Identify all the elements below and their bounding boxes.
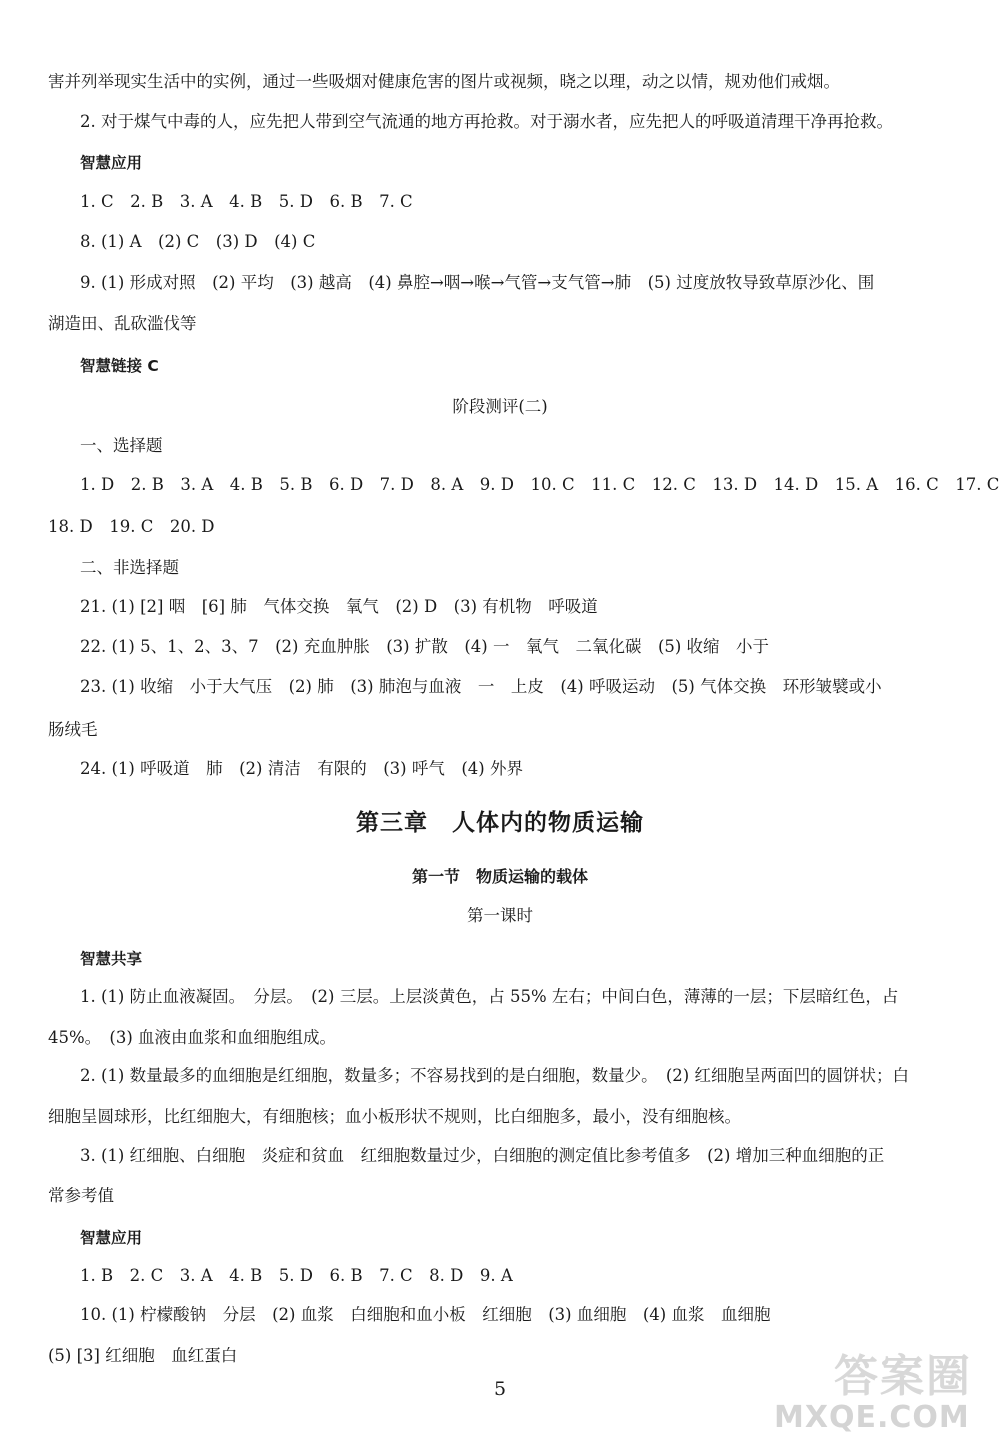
answer-line: 9. (1) 形成对照 (2) 平均 (3) 越高 (4) 鼻腔→咽→喉→气管→支气管→肺 (5) 过度放牧导致草原沙化、围	[80, 273, 875, 292]
answer-line: 1. (1) 防止血液凝固。 分层。 (2) 三层。上层淡黄色，占 55% 左右；中间白色，薄薄的一层；下层暗红色，占	[80, 987, 899, 1006]
text-line: 45%。 (3) 血液由血浆和血细胞组成。	[48, 1028, 337, 1047]
page-number: 5	[493, 1378, 507, 1400]
text-line: 害并列举现实生活中的实例，通过一些吸烟对健康危害的图片或视频，晓之以理，动之以情，规劝他们戒烟。	[48, 72, 840, 91]
answer-line: 8. (1) A (2) C (3) D (4) C	[80, 232, 316, 251]
watermark-logo	[772, 1338, 982, 1438]
section-heading: 智慧应用	[80, 154, 143, 172]
chapter-title: 第三章 人体内的物质运输	[356, 810, 644, 836]
subsection-heading: 二、非选择题	[80, 558, 179, 577]
answer-line: 22. (1) 5、1、2、3、7 (2) 充血肿胀 (3) 扩散 (4) 一 氧气 二氧化碳 (5) 收缩 小于	[80, 637, 770, 656]
text-line: 常参考值	[48, 1186, 114, 1205]
subsection-heading: 一、选择题	[80, 436, 163, 455]
section-heading: 智慧共享	[80, 950, 143, 968]
text-line: 肠绒毛	[48, 720, 98, 739]
answer-line: 1. B 2. C 3. A 4. B 5. D 6. B 7. C 8. D 9. A	[80, 1266, 513, 1285]
text-line: (5) [3] 红细胞 血红蛋白	[48, 1346, 238, 1365]
section-heading: 智慧应用	[80, 1229, 143, 1247]
text-line: 湖造田、乱砍滥伐等	[48, 314, 197, 333]
answer-line: 3. (1) 红细胞、白细胞 炎症和贫血 红细胞数量过少，白细胞的测定值比参考值多 (2) 增加三种血细胞的正	[80, 1146, 885, 1165]
answer-line: 2. 对于煤气中毒的人，应先把人带到空气流通的地方再抢救。对于溺水者，应先把人的呼吸道清理干净再抢救。	[80, 112, 893, 131]
answer-line: 1. D 2. B 3. A 4. B 5. B 6. D 7. D 8. A 9. D 10. C 11. C 12. C 13. D 14. D 15. A 16. C 17. C	[80, 475, 1000, 494]
section-title: 第一节 物质运输的载体	[411, 867, 588, 886]
answer-line: 1. C 2. B 3. A 4. B 5. D 6. B 7. C	[80, 192, 413, 211]
answer-line: 23. (1) 收缩 小于大气压 (2) 肺 (3) 肺泡与血液 一 上皮 (4) 呼吸运动 (5) 气体交换 环形皱襞或小	[80, 677, 882, 696]
answer-line: 21. (1) [2] 咽 [6] 肺 气体交换 氧气 (2) D (3) 有机物 呼吸道	[80, 597, 598, 616]
text-line: 细胞呈圆球形，比红细胞大，有细胞核；血小板形状不规则，比白细胞多，最小，没有细胞核。	[48, 1107, 741, 1126]
watermark-text: 答案圈	[834, 1351, 972, 1402]
answer-line: 18. D 19. C 20. D	[48, 517, 215, 536]
answer-line: 10. (1) 柠檬酸钠 分层 (2) 血浆 白细胞和血小板 红细胞 (3) 血细胞 (4) 血浆 血细胞	[80, 1305, 771, 1324]
section-heading: 智慧链接 C	[80, 357, 159, 375]
lesson-title: 第一课时	[467, 906, 533, 925]
answer-line: 2. (1) 数量最多的血细胞是红细胞，数量多；不容易找到的是白细胞，数量少。 (2) 红细胞呈两面凹的圆饼状；白	[80, 1066, 909, 1085]
watermark-site: MXQE.COM	[774, 1400, 970, 1435]
answer-line: 24. (1) 呼吸道 肺 (2) 清洁 有限的 (3) 呼气 (4) 外界	[80, 759, 523, 778]
assessment-title: 阶段测评(二)	[452, 397, 548, 416]
